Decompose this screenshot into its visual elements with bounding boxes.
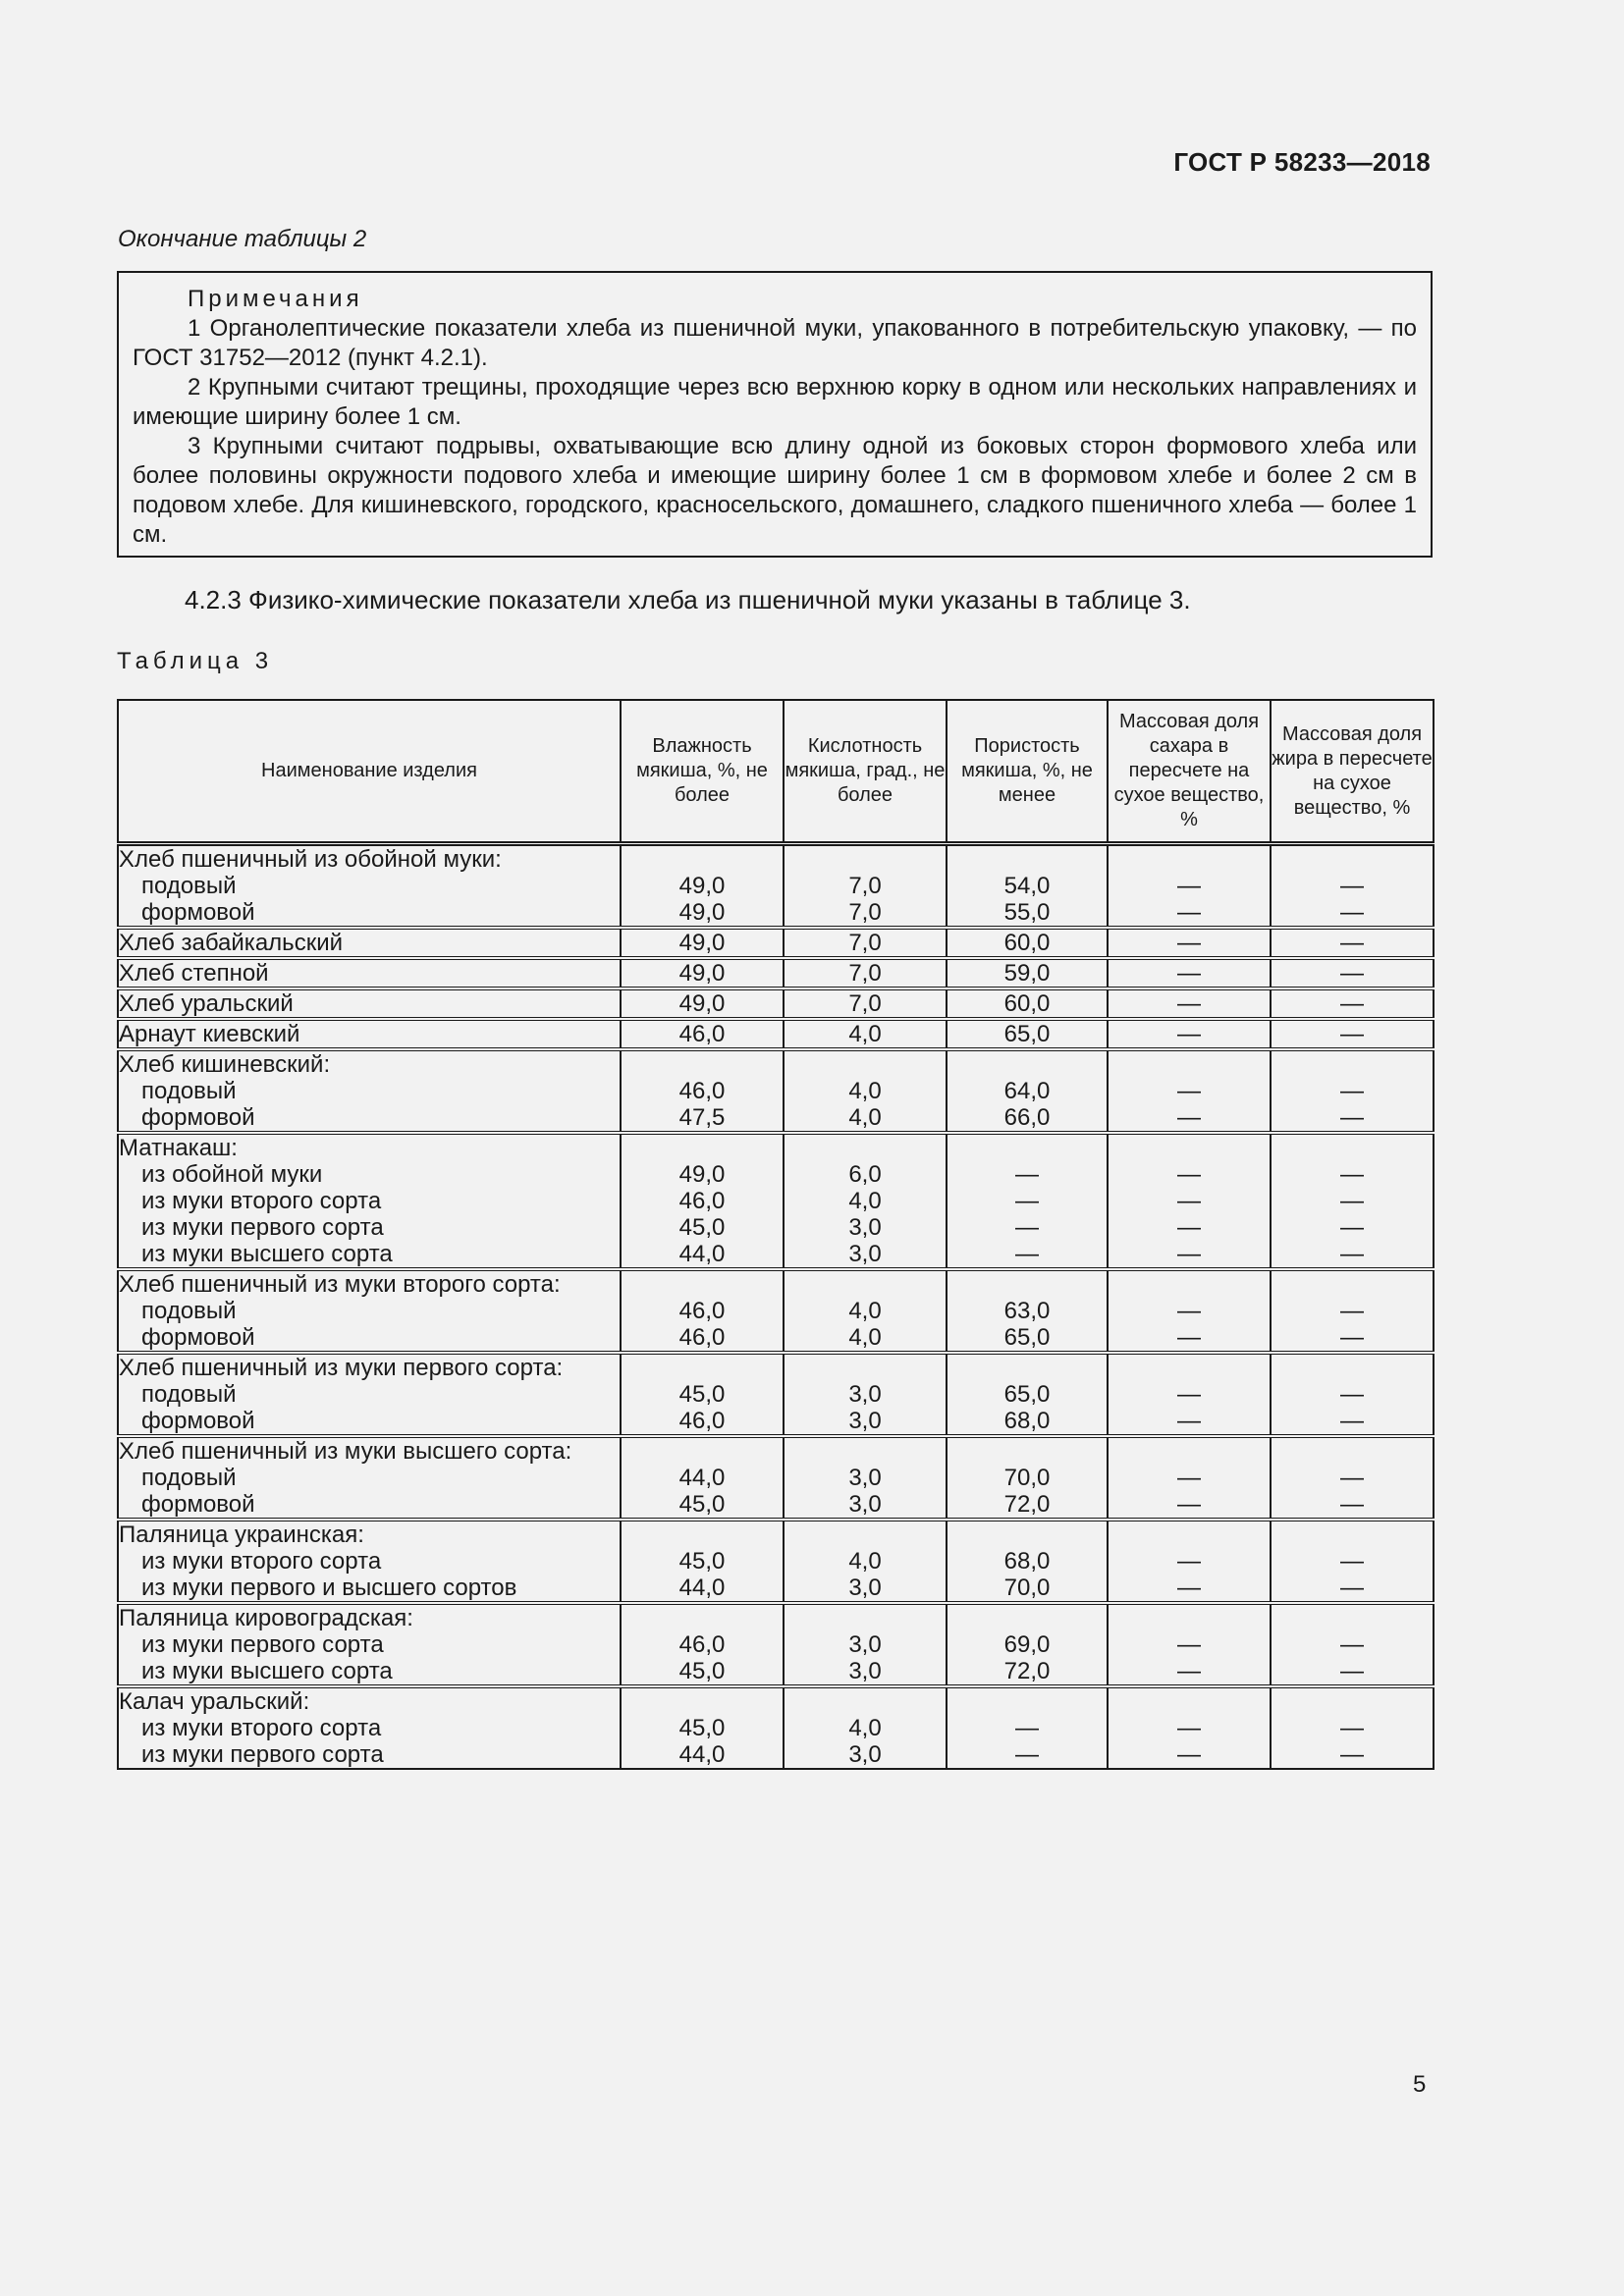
acidity-cell — [784, 1520, 947, 1603]
porosity-cell — [947, 1603, 1108, 1686]
fat-value: — — [1340, 1548, 1364, 1575]
sugar-value: — — [1177, 1324, 1201, 1351]
acidity-cell — [784, 928, 947, 958]
product-name: подовый — [141, 1381, 237, 1408]
sugar-cell — [1108, 1133, 1271, 1269]
product-name: из муки первого сорта — [141, 1631, 384, 1658]
acidity-value: 3,0 — [848, 1214, 882, 1241]
product-name: из муки первого и высшего сортов — [141, 1575, 517, 1601]
acidity-cell — [784, 844, 947, 929]
product-name: Хлеб забайкальский — [119, 930, 343, 956]
moisture-value: 44,0 — [678, 1465, 726, 1491]
porosity-value: 68,0 — [1003, 1408, 1051, 1434]
sugar-value: — — [1177, 1161, 1201, 1188]
product-name: подовый — [141, 873, 237, 899]
product-name: Арнаут киевский — [119, 1021, 300, 1047]
porosity-cell — [947, 1436, 1108, 1520]
sugar-value: — — [1177, 960, 1201, 987]
sugar-value: — — [1177, 1381, 1201, 1408]
acidity-value: 4,0 — [848, 1188, 882, 1214]
product-name: из обойной муки — [141, 1161, 323, 1188]
fat-value: — — [1340, 1465, 1364, 1491]
product-name-cell — [118, 1269, 621, 1353]
fat-value: — — [1340, 1658, 1364, 1684]
product-name: Хлеб степной — [119, 960, 269, 987]
moisture-cell — [621, 844, 784, 929]
product-name: из муки первого сорта — [141, 1214, 384, 1241]
sugar-value: — — [1177, 1658, 1201, 1684]
fat-value: — — [1340, 873, 1364, 899]
moisture-value: 46,0 — [678, 1324, 726, 1351]
product-name-cell — [118, 1353, 621, 1436]
sugar-value: — — [1177, 1408, 1201, 1434]
fat-cell — [1271, 1019, 1434, 1049]
sugar-value: — — [1177, 1491, 1201, 1518]
fat-cell — [1271, 928, 1434, 958]
sugar-cell — [1108, 988, 1271, 1019]
porosity-value: 65,0 — [1003, 1324, 1051, 1351]
fat-value: — — [1340, 1214, 1364, 1241]
data-table — [117, 699, 1435, 1770]
acidity-value: 7,0 — [848, 960, 882, 987]
header-fat: Массовая доля жира в пересчете на сухое вещество, % — [1271, 700, 1434, 844]
sugar-value: — — [1177, 899, 1201, 926]
note-2: 2 Крупными считают трещины, проходящие через всю верхнюю корку в одном или нескольких направлениях и имеющие ширину более 1 см. — [133, 374, 1417, 430]
table-title: Таблица 3 — [117, 648, 274, 674]
acidity-value: 7,0 — [848, 899, 882, 926]
moisture-value: 44,0 — [678, 1575, 726, 1601]
fat-cell — [1271, 844, 1434, 929]
notes-box — [117, 271, 1433, 558]
porosity-value: 72,0 — [1003, 1491, 1051, 1518]
table-row — [118, 1269, 1434, 1353]
acidity-cell — [784, 1019, 947, 1049]
table-row — [118, 928, 1434, 958]
sugar-value: — — [1177, 1241, 1201, 1267]
acidity-value: 4,0 — [848, 1298, 882, 1324]
fat-value: — — [1340, 1104, 1364, 1131]
porosity-cell — [947, 1686, 1108, 1769]
product-group-title: Паляница украинская: — [119, 1522, 364, 1548]
moisture-value: 46,0 — [678, 1188, 726, 1214]
porosity-cell — [947, 1133, 1108, 1269]
fat-cell — [1271, 1520, 1434, 1603]
product-name-cell — [118, 1603, 621, 1686]
product-name: формовой — [141, 1104, 255, 1131]
moisture-cell — [621, 1436, 784, 1520]
product-group-title: Хлеб кишиневский: — [119, 1051, 331, 1078]
fat-value: — — [1340, 1575, 1364, 1601]
product-group-title: Хлеб пшеничный из муки высшего сорта: — [119, 1438, 572, 1465]
porosity-value: 66,0 — [1003, 1104, 1051, 1131]
product-name-cell — [118, 844, 621, 929]
porosity-value: 55,0 — [1003, 899, 1051, 926]
porosity-value: — — [1015, 1214, 1039, 1241]
sugar-value: — — [1177, 1465, 1201, 1491]
porosity-cell — [947, 928, 1108, 958]
acidity-value: 7,0 — [848, 990, 882, 1017]
product-name: из муки второго сорта — [141, 1548, 382, 1575]
sugar-value: — — [1177, 1104, 1201, 1131]
fat-value: — — [1340, 1078, 1364, 1104]
moisture-cell — [621, 1019, 784, 1049]
moisture-value: 44,0 — [678, 1741, 726, 1768]
product-group-title: Паляница кировоградская: — [119, 1605, 413, 1631]
table-row — [118, 1019, 1434, 1049]
porosity-value: 59,0 — [1003, 960, 1051, 987]
porosity-cell — [947, 844, 1108, 929]
product-name-cell — [118, 1520, 621, 1603]
acidity-value: 7,0 — [848, 873, 882, 899]
table-row — [118, 1686, 1434, 1769]
moisture-value: 45,0 — [678, 1548, 726, 1575]
section-paragraph: 4.2.3 Физико-химические показатели хлеба из пшеничной муки указаны в таблице 3. — [185, 585, 1191, 614]
acidity-value: 3,0 — [848, 1658, 882, 1684]
fat-value: — — [1340, 1741, 1364, 1768]
table-row — [118, 1436, 1434, 1520]
moisture-cell — [621, 958, 784, 988]
porosity-value: 60,0 — [1003, 930, 1051, 956]
moisture-value: 45,0 — [678, 1214, 726, 1241]
moisture-value: 46,0 — [678, 1078, 726, 1104]
fat-value: — — [1340, 960, 1364, 987]
fat-value: — — [1340, 899, 1364, 926]
product-name-cell — [118, 928, 621, 958]
note-1: 1 Органолептические показатели хлеба из пшеничной муки, упакованного в потребительскую упаковку, — по ГОСТ 31752—2012 (пункт 4.2.1). — [133, 315, 1417, 371]
acidity-value: 3,0 — [848, 1631, 882, 1658]
page-number: 5 — [1413, 2071, 1427, 2098]
sugar-value: — — [1177, 1298, 1201, 1324]
moisture-value: 45,0 — [678, 1381, 726, 1408]
document-code: ГОСТ Р 58233—2018 — [1173, 147, 1431, 177]
acidity-value: 3,0 — [848, 1241, 882, 1267]
moisture-value: 46,0 — [678, 1298, 726, 1324]
sugar-cell — [1108, 1603, 1271, 1686]
moisture-value: 45,0 — [678, 1715, 726, 1741]
sugar-value: — — [1177, 990, 1201, 1017]
moisture-cell — [621, 1603, 784, 1686]
sugar-value: — — [1177, 1078, 1201, 1104]
sugar-value: — — [1177, 873, 1201, 899]
acidity-value: 4,0 — [848, 1715, 882, 1741]
moisture-cell — [621, 1353, 784, 1436]
moisture-cell — [621, 1133, 784, 1269]
acidity-value: 3,0 — [848, 1381, 882, 1408]
acidity-value: 3,0 — [848, 1491, 882, 1518]
porosity-cell — [947, 1353, 1108, 1436]
moisture-value: 45,0 — [678, 1491, 726, 1518]
sugar-cell — [1108, 1049, 1271, 1133]
porosity-cell — [947, 988, 1108, 1019]
sugar-cell — [1108, 928, 1271, 958]
porosity-value: — — [1015, 1241, 1039, 1267]
fat-cell — [1271, 1133, 1434, 1269]
moisture-value: 46,0 — [678, 1408, 726, 1434]
product-group-title: Калач уральский: — [119, 1688, 310, 1715]
moisture-cell — [621, 1686, 784, 1769]
product-name-cell — [118, 1686, 621, 1769]
moisture-value: 46,0 — [678, 1631, 726, 1658]
moisture-value: 49,0 — [678, 960, 726, 987]
porosity-value: 63,0 — [1003, 1298, 1051, 1324]
acidity-cell — [784, 1436, 947, 1520]
porosity-cell — [947, 958, 1108, 988]
table-row — [118, 958, 1434, 988]
fat-value: — — [1340, 1241, 1364, 1267]
acidity-cell — [784, 1686, 947, 1769]
fat-cell — [1271, 1603, 1434, 1686]
acidity-cell — [784, 1353, 947, 1436]
acidity-cell — [784, 1133, 947, 1269]
acidity-cell — [784, 1603, 947, 1686]
sugar-value: — — [1177, 1188, 1201, 1214]
porosity-value: 54,0 — [1003, 873, 1051, 899]
porosity-value: 64,0 — [1003, 1078, 1051, 1104]
sugar-value: — — [1177, 930, 1201, 956]
sugar-cell — [1108, 958, 1271, 988]
product-name-cell — [118, 1019, 621, 1049]
product-name: подовый — [141, 1078, 237, 1104]
product-group-title: Хлеб пшеничный из муки второго сорта: — [119, 1271, 561, 1298]
table-header-row — [118, 700, 1434, 844]
sugar-value: — — [1177, 1715, 1201, 1741]
moisture-value: 46,0 — [678, 1021, 726, 1047]
fat-cell — [1271, 958, 1434, 988]
moisture-value: 49,0 — [678, 1161, 726, 1188]
moisture-cell — [621, 1520, 784, 1603]
product-name: из муки высшего сорта — [141, 1241, 393, 1267]
fat-value: — — [1340, 1631, 1364, 1658]
header-acidity: Кислотность мякиша, град., не более — [784, 700, 947, 844]
fat-value: — — [1340, 990, 1364, 1017]
product-name: формовой — [141, 1491, 255, 1518]
moisture-cell — [621, 1049, 784, 1133]
moisture-cell — [621, 988, 784, 1019]
product-name: формовой — [141, 899, 255, 926]
moisture-value: 49,0 — [678, 930, 726, 956]
product-name: из муки второго сорта — [141, 1188, 382, 1214]
porosity-value: 70,0 — [1003, 1465, 1051, 1491]
fat-cell — [1271, 988, 1434, 1019]
product-name: формовой — [141, 1324, 255, 1351]
header-moisture: Влажность мякиша, %, не более — [621, 700, 784, 844]
product-name: Хлеб уральский — [119, 990, 294, 1017]
notes-title: Примечания — [188, 286, 363, 312]
product-name-cell — [118, 1436, 621, 1520]
table-row — [118, 1353, 1434, 1436]
acidity-cell — [784, 988, 947, 1019]
sugar-cell — [1108, 1520, 1271, 1603]
sugar-cell — [1108, 1686, 1271, 1769]
porosity-cell — [947, 1520, 1108, 1603]
product-group-title: Хлеб пшеничный из муки первого сорта: — [119, 1355, 564, 1381]
porosity-cell — [947, 1049, 1108, 1133]
table-row — [118, 988, 1434, 1019]
acidity-value: 4,0 — [848, 1324, 882, 1351]
fat-cell — [1271, 1686, 1434, 1769]
acidity-value: 3,0 — [848, 1465, 882, 1491]
porosity-value: 72,0 — [1003, 1658, 1051, 1684]
sugar-cell — [1108, 844, 1271, 929]
sugar-cell — [1108, 1269, 1271, 1353]
sugar-value: — — [1177, 1214, 1201, 1241]
moisture-value: 45,0 — [678, 1658, 726, 1684]
sugar-value: — — [1177, 1021, 1201, 1047]
acidity-value: 4,0 — [848, 1021, 882, 1047]
product-name: из муки второго сорта — [141, 1715, 382, 1741]
product-name-cell — [118, 958, 621, 988]
table-continuation-label: Окончание таблицы 2 — [118, 226, 367, 252]
acidity-cell — [784, 958, 947, 988]
moisture-value: 49,0 — [678, 899, 726, 926]
moisture-value: 44,0 — [678, 1241, 726, 1267]
acidity-value: 6,0 — [848, 1161, 882, 1188]
porosity-value: 70,0 — [1003, 1575, 1051, 1601]
table-row — [118, 1520, 1434, 1603]
sugar-value: — — [1177, 1575, 1201, 1601]
product-name: подовый — [141, 1465, 237, 1491]
fat-value: — — [1340, 1324, 1364, 1351]
acidity-value: 3,0 — [848, 1741, 882, 1768]
porosity-value: — — [1015, 1741, 1039, 1768]
product-group-title: Матнакаш: — [119, 1135, 238, 1161]
moisture-cell — [621, 1269, 784, 1353]
fat-value: — — [1340, 1715, 1364, 1741]
acidity-value: 4,0 — [848, 1104, 882, 1131]
product-name: из муки первого сорта — [141, 1741, 384, 1768]
acidity-value: 3,0 — [848, 1408, 882, 1434]
product-name: подовый — [141, 1298, 237, 1324]
table-row — [118, 1133, 1434, 1269]
fat-value: — — [1340, 1188, 1364, 1214]
porosity-value: 65,0 — [1003, 1021, 1051, 1047]
acidity-cell — [784, 1049, 947, 1133]
fat-value: — — [1340, 930, 1364, 956]
sugar-value: — — [1177, 1548, 1201, 1575]
fat-cell — [1271, 1436, 1434, 1520]
porosity-value: — — [1015, 1161, 1039, 1188]
porosity-cell — [947, 1269, 1108, 1353]
moisture-value: 49,0 — [678, 873, 726, 899]
fat-value: — — [1340, 1021, 1364, 1047]
product-group-title: Хлеб пшеничный из обойной муки: — [119, 846, 502, 873]
table-row — [118, 844, 1434, 929]
product-name: из муки высшего сорта — [141, 1658, 393, 1684]
porosity-value: 60,0 — [1003, 990, 1051, 1017]
porosity-value: 65,0 — [1003, 1381, 1051, 1408]
sugar-cell — [1108, 1353, 1271, 1436]
sugar-value: — — [1177, 1741, 1201, 1768]
product-name-cell — [118, 1049, 621, 1133]
fat-cell — [1271, 1269, 1434, 1353]
moisture-value: 49,0 — [678, 990, 726, 1017]
note-3: 3 Крупными считают подрывы, охватывающие всю длину одной из боковых сторон формового хлеба или более половины окружности подового хлеба и имеющие ширину более 1 см в формовом хлебе и более 2 см в подовом хлебе. Для кишиневского, городского, красносельского, домашнего, сладкого пшеничного хлеба — более 1 см. — [133, 433, 1417, 548]
moisture-cell — [621, 928, 784, 958]
product-name-cell — [118, 1133, 621, 1269]
product-name-cell — [118, 988, 621, 1019]
product-name: формовой — [141, 1408, 255, 1434]
header-porosity: Пористость мякиша, %, не менее — [947, 700, 1108, 844]
fat-value: — — [1340, 1408, 1364, 1434]
porosity-value: — — [1015, 1715, 1039, 1741]
fat-value: — — [1340, 1161, 1364, 1188]
fat-cell — [1271, 1049, 1434, 1133]
porosity-value: 68,0 — [1003, 1548, 1051, 1575]
table-row — [118, 1603, 1434, 1686]
porosity-value: 69,0 — [1003, 1631, 1051, 1658]
header-sugar: Массовая доля сахара в пересчете на сухое вещество, % — [1108, 700, 1271, 844]
fat-value: — — [1340, 1298, 1364, 1324]
moisture-value: 47,5 — [678, 1104, 726, 1131]
fat-value: — — [1340, 1381, 1364, 1408]
porosity-value: — — [1015, 1188, 1039, 1214]
sugar-cell — [1108, 1436, 1271, 1520]
fat-cell — [1271, 1353, 1434, 1436]
fat-value: — — [1340, 1491, 1364, 1518]
acidity-value: 3,0 — [848, 1575, 882, 1601]
acidity-cell — [784, 1269, 947, 1353]
acidity-value: 7,0 — [848, 930, 882, 956]
sugar-cell — [1108, 1019, 1271, 1049]
acidity-value: 4,0 — [848, 1078, 882, 1104]
porosity-cell — [947, 1019, 1108, 1049]
table-row — [118, 1049, 1434, 1133]
header-product: Наименование изделия — [118, 700, 621, 844]
sugar-value: — — [1177, 1631, 1201, 1658]
acidity-value: 4,0 — [848, 1548, 882, 1575]
